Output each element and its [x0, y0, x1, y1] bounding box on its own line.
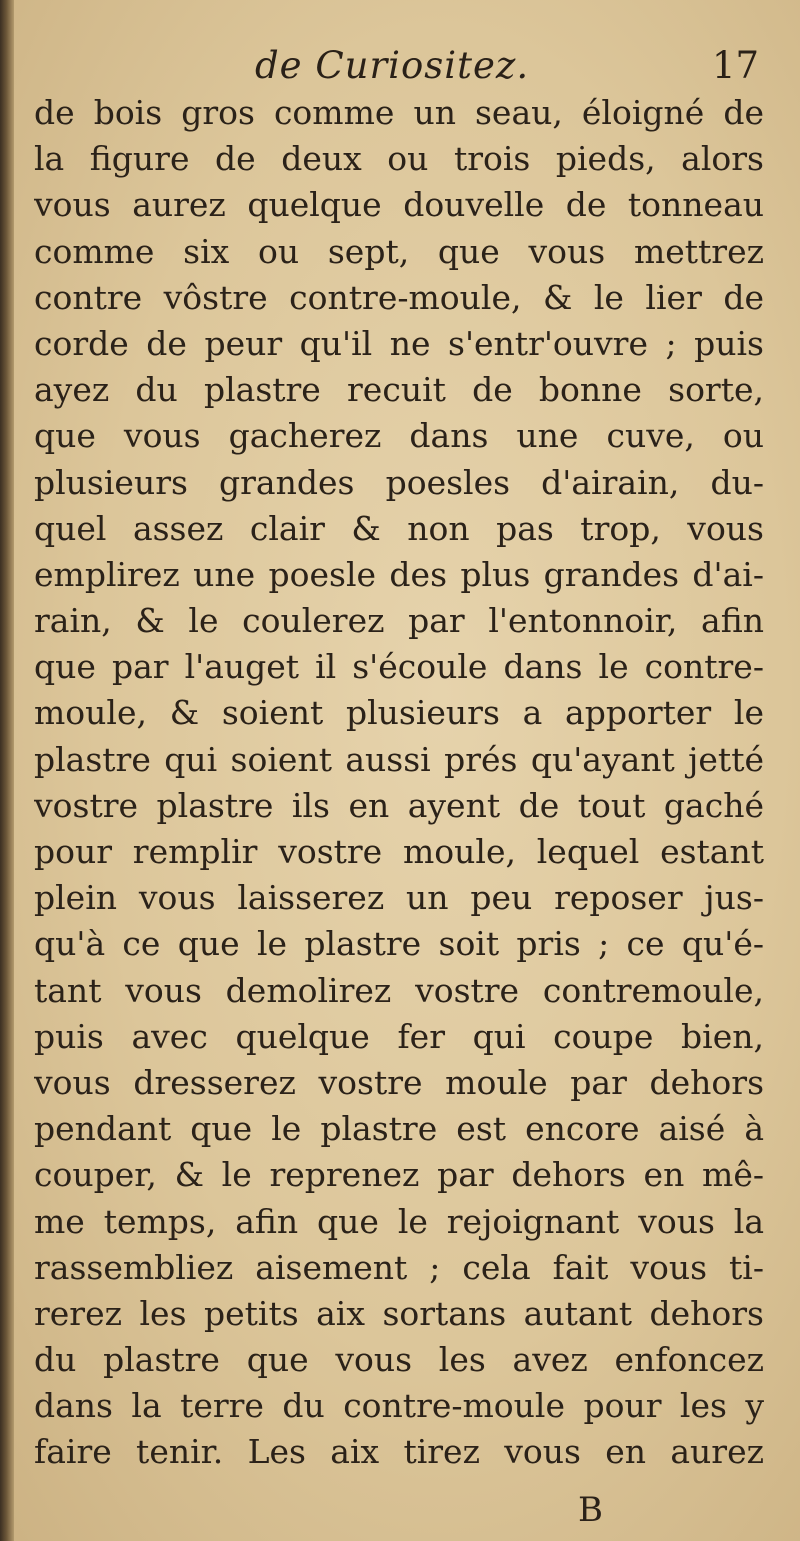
text-line: moule, & soient plusieurs a apporter le: [34, 693, 764, 733]
text-line: qu'à ce que le plastre soit pris ; ce qu'é-: [34, 924, 764, 964]
text-line: vous dresserez vostre moule par dehors: [34, 1062, 764, 1102]
text-line: vous aurez quelque douvelle de tonneau: [34, 185, 764, 225]
text-line: plein vous laisserez un peu reposer jus-: [34, 878, 764, 918]
text-line: ayez du plastre recuit de bonne sorte,: [34, 370, 764, 410]
text-line: que vous gacherez dans une cuve, ou: [34, 416, 764, 456]
body-text: [34, 90, 764, 1476]
text-line: du plastre que vous les avez enfoncez: [34, 1340, 764, 1380]
text-line: faire tenir. Les aix tirez vous en aurez: [34, 1432, 764, 1472]
text-line: contre vôstre contre-moule, & le lier de: [34, 277, 764, 317]
text-line: rerez les petits aix sortans autant dehors: [34, 1293, 764, 1333]
text-line: rassembliez aisement ; cela fait vous ti-: [34, 1247, 764, 1287]
text-line: me temps, afin que le rejoignant vous la: [34, 1201, 764, 1241]
text-line: emplirez une poesle des plus grandes d'ai-: [34, 554, 764, 594]
text-line: pour remplir vostre moule, lequel estant: [34, 832, 764, 871]
page-number: 17: [712, 44, 760, 87]
text-line: puis avec quelque fer qui coupe bien,: [34, 1016, 764, 1056]
page-header: [0, 40, 800, 92]
text-line: comme six ou sept, que vous mettrez: [34, 231, 764, 271]
binding-gutter: [0, 0, 14, 1541]
running-title: de Curiositez.: [255, 44, 530, 87]
text-line: plusieurs grandes poesles d'airain, du-: [34, 462, 764, 502]
text-line: vostre plastre ils en ayent de tout gaché: [34, 785, 764, 825]
text-line: que par l'auget il s'écoule dans le contre-: [34, 647, 764, 687]
text-line: la figure de deux ou trois pieds, alors: [34, 139, 764, 179]
text-line: de bois gros comme un seau, éloigné de: [34, 93, 764, 132]
signature-mark: B: [578, 1490, 603, 1530]
text-line: pendant que le plastre est encore aisé à: [34, 1109, 764, 1149]
text-line: plastre qui soient aussi prés qu'ayant jetté: [34, 739, 764, 779]
text-line: tant vous demolirez vostre contremoule,: [34, 970, 764, 1010]
text-line: corde de peur qu'il ne s'entr'ouvre ; puis: [34, 323, 764, 363]
text-line: rain, & le coulerez par l'entonnoir, afin: [34, 601, 764, 641]
text-line: couper, & le reprenez par dehors en mê-: [34, 1155, 764, 1195]
text-line: dans la terre du contre-moule pour les y: [34, 1386, 764, 1426]
text-line: quel assez clair & non pas trop, vous: [34, 508, 764, 548]
